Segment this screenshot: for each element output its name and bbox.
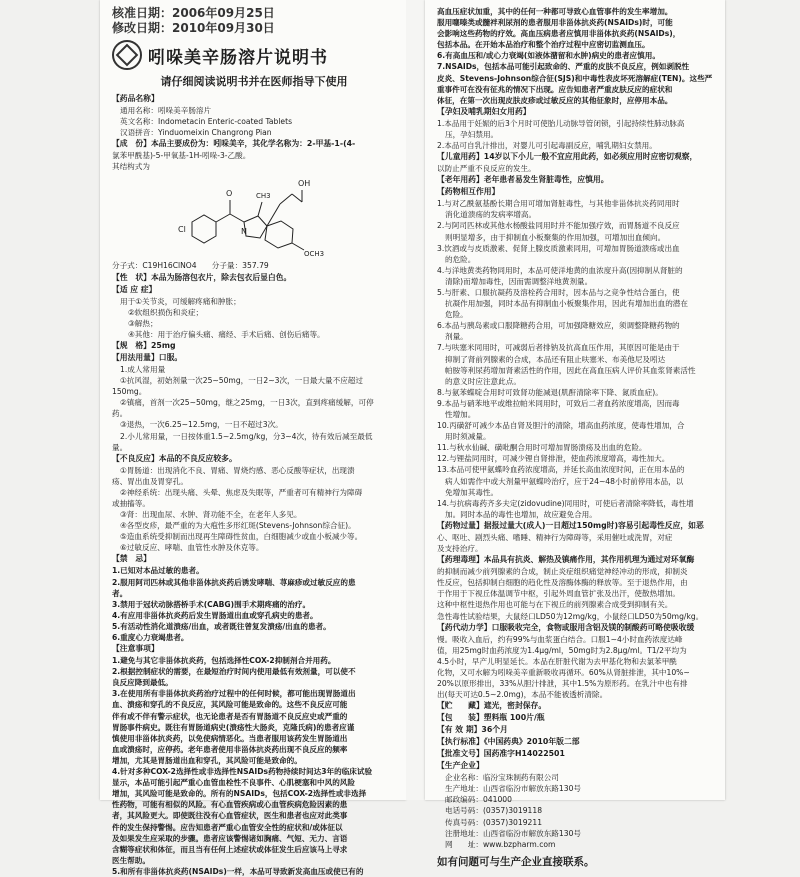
text-line: 生产地址：山西省临汾市解放东路130号 <box>445 784 581 794</box>
text-line: 伴有或不伴有警示症状，也无论患者是否有胃肠道不良反应史或严重的 <box>112 711 348 721</box>
text-line: 则明显增多，由于抑制血小板聚集的作用加强，可增加出血倾向。 <box>445 232 666 242</box>
text-line: 10.丙磺舒可减少本品自肾及胆汁的清除，增高血药浓度，使毒性增加，合 <box>437 421 685 431</box>
text-line: 的危险。 <box>445 254 476 264</box>
text-line: 4.与洋地黄类药物同用时，本品可使洋地黄的血浓度升高(因抑制从肾脏的 <box>437 265 683 275</box>
text-line: 企业名称：临汾宝珠制药有限公司 <box>445 773 559 783</box>
text-line: 4.5小时，早产儿明显延长。本品在肝脏代谢为去甲基化物和去氯苯甲酰 <box>437 656 677 666</box>
section-heading: 【药物相互作用】 <box>437 187 500 197</box>
section-heading: 【规 格】25mg <box>112 340 176 350</box>
document-title: 吲哚美辛肠溶片说明书 <box>148 47 328 68</box>
chlorine-label: Cl <box>178 225 186 235</box>
text-line: 1.与对乙酰氨基酚长期合用可增加肾脏毒性，与其他非甾体抗炎药同用时 <box>437 199 680 209</box>
right-text-block <box>437 6 715 850</box>
text-line: ③退热，一次6.25~12.5mg，一日不超过3次。 <box>120 420 283 430</box>
text-line: 13.本品可使甲氨蝶呤血药浓度增高，并延长高血浓度时间，正在用本品的 <box>437 465 685 475</box>
text-line: 疡、胃出血及胃穿孔。 <box>112 476 188 486</box>
text-line: 药。 <box>112 409 128 419</box>
text-line: 件的发生保持警惕。应告知患者严重心血管安全性的症状和/或体征以 <box>112 822 343 832</box>
text-line: 体征，在第一次出现皮肤皮疹或过敏反应的其他征象时，应停用本品。 <box>437 95 673 105</box>
text-line: 1.已知对本品过敏的患者。 <box>112 566 204 576</box>
methyl-label: CH3 <box>256 192 271 201</box>
text-line: 高血压症状加重，其中的任何一种都可导致心血管事件的发生率增加。 <box>437 7 673 16</box>
text-line: 剂量。 <box>445 332 468 342</box>
text-line: 值，用25mg时血药浓度为1.4μg/ml，50mg时为2.8μg/ml。T1/2平均为 <box>437 645 687 655</box>
text-line: 抑制了肾前列腺素的合成，本品还有阻止呋塞米、布美他尼及吲达 <box>445 354 666 364</box>
text-line: 化物，又可水解为吲哚美辛重新吸收再循环。60%从肾脏排泄，其中10%~ <box>437 667 690 677</box>
section-heading: 【孕妇及哺乳期妇女用药】 <box>437 106 531 116</box>
text-line: 11.与秋水仙碱、磺吡酮合用时可增加胃肠溃疡及出血的危险。 <box>437 443 647 453</box>
structural-formula <box>112 174 396 258</box>
text-line: 1.本品用于妊娠的后3个月时可使胎儿动脉导管闭锁，引起持续性肺动脉高 <box>437 118 685 128</box>
text-line: 4.针对多种COX-2选择性或非选择性NSAIDs药物持续时间达3年的临床试验 <box>112 767 373 777</box>
text-line: 12.与锂盐同用时，可减少锂自肾排泄，使血药浓度增高，毒性加大。 <box>437 454 670 464</box>
text-line: 出(每天可达0.5~2.0mg)，本品不能被透析清除。 <box>437 690 608 700</box>
section-heading: 【老年用药】老年患者易发生肾脏毒性，应慎用。 <box>437 175 609 185</box>
text-line: 7.NSAIDs，包括本品可能引起致命的、严重的皮肤不良反应，例如剥脱性 <box>437 62 690 72</box>
text-line: 的意义时应注意此点。 <box>445 376 521 386</box>
text-line: 慎使用非甾体抗炎药，以免使病情恶化。当患者服用该药发生胃肠道出 <box>112 733 348 743</box>
text-line: 服用噻嗪类或髓袢利尿剂的患者服用非甾体抗炎药(NSAIDs)时，可能 <box>437 18 673 28</box>
text-line: 2.服用阿司匹林或其他非甾体抗炎药后诱发哮喘、荨麻疹或过敏反应的患 <box>112 577 356 587</box>
text-line: 英文名称：Indometacin Enteric-coated Tablets <box>120 117 293 127</box>
text-line: 3.禁用于冠状动脉搭桥手术(CABG)围手术期疼痛的治疗。 <box>112 599 311 609</box>
text-line: 6.本品与胰岛素或口服降糖药合用，可加强降糖效应，须调整降糖药物的 <box>437 321 680 331</box>
text-line: 2.本品可自乳汁排出，对婴儿可引起毒副反应，哺乳期妇女禁用。 <box>437 141 657 151</box>
section-heading: 【适 应 症】 <box>112 284 157 294</box>
text-line: 1.避免与其它非甾体抗炎药，包括选择性COX-2抑制剂合并用药。 <box>112 656 336 666</box>
text-line: 帕胺等利尿药增加肾素活性的作用，因此在高血压病人评价其血浆肾素活性 <box>445 365 696 375</box>
section-heading: 【成 份】本品主要成份为：吲哚美辛，其化学名称为：2-甲基-1-(4- <box>112 139 356 149</box>
section-heading: 【执行标准】《中国药典》2010年版二部 <box>437 737 580 747</box>
text-line: 血或溃疡时，应停药。老年患者使用非甾体抗炎药出现不良反应的频率 <box>112 744 348 754</box>
methoxy-label: OCH3 <box>304 250 325 259</box>
text-line: 14.与抗病毒药齐多夫定(zidovudine)同用时，可使后者清除率降低，毒性增 <box>437 498 694 508</box>
revision-date: 修改日期：2010年09月30日 <box>112 21 275 35</box>
right-leaflet-page <box>425 0 725 868</box>
text-line: 增加，其风险可能是致命的。所有的NSAIDs，包括COX-2选择性或非选择 <box>112 789 367 799</box>
text-line: 用时须减量。 <box>445 432 491 442</box>
text-line: 显示，本品可能引起严重心血管血栓性不良事件、心肌梗塞和中风的风险 <box>112 778 355 788</box>
text-line: 及如果发生应采取的步骤。患者应该警惕诸如胸痛、气短、无力、言语 <box>112 833 348 843</box>
section-heading: 【批准文号】国药准字H14022501 <box>437 749 565 759</box>
text-line: 邮政编码：041000 <box>445 795 512 805</box>
text-line: ②软组织损伤和炎症； <box>128 307 204 317</box>
text-line: 含糊等症状和体征，而且当有任何上述症状或体征发生后应该马上寻求 <box>112 844 348 854</box>
text-line: 20%以原形排出，33%从胆汁排泄，其中1.5%为原形药。在乳汁中也有排 <box>437 678 688 688</box>
section-heading: 【有 效 期】36个月 <box>437 725 508 735</box>
text-line: 病人如需作中或大剂量甲氨蝶呤治疗，应于24~48小时前停用本品，以 <box>445 476 684 486</box>
text-line: 150mg。 <box>112 387 147 397</box>
text-line: 会影响这些药物的疗效。高血压病患者应慎用非甾体抗炎药(NSAIDs)， <box>437 29 681 39</box>
text-line: ②镇痛，首剂一次25~50mg，继之25mg，一日3次，直到疼痛缓解，可停 <box>120 398 374 408</box>
left-text-block-2 <box>112 260 396 877</box>
text-line: 良反应降到最低。 <box>112 678 173 688</box>
section-heading: 【药代动力学】口服吸收完全，食物或服用含铝及镁的制酸药可略使吸收缓 <box>437 622 695 632</box>
text-line: 传真号码：(0357)3019211 <box>445 817 543 827</box>
text-line: 性增加。 <box>445 410 476 419</box>
section-heading: 【药物过量】据报过量大(成人)一日超过150mg时)容易引起毒性反应，如恶 <box>437 520 704 530</box>
text-line: 2.小儿常用量，一日按体重1.5~2.5mg/kg，分3~4次，待有效后减至最低 <box>120 431 373 441</box>
section-heading: 【禁 忌】 <box>112 554 151 564</box>
text-line: 急性毒性试验结果，大鼠经口LD50为12mg/kg，小鼠经口LD50为50mg/kg。 <box>437 611 704 621</box>
text-line: 加。同时本品的毒性也增加，故应避免合用。 <box>445 509 597 519</box>
text-line: 抗凝作用加强，同时本品有抑制血小板聚集作用，因此有增加出血的潜在 <box>445 299 688 309</box>
section-heading: 【儿童用药】14岁以下小儿一般不宜应用此药，如必须应用时应密切观察， <box>437 152 698 162</box>
text-line: 电话号码：(0357)3019118 <box>445 806 543 816</box>
text-line: 清除)而增加毒性，因而需调整洋地黄剂量。 <box>445 276 593 286</box>
hydroxyl-label: OH <box>298 179 311 189</box>
text-line: 性反应，包括抑制白细胞的趋化性及溶酶体酶的释放等。至于退热作用，由 <box>437 578 688 588</box>
text-line: 2.根据控制症状的需要，在最短治疗时间内使用最低有效剂量，可以使不 <box>112 667 356 677</box>
section-heading: 【性 状】本品为肠溶包衣片，除去包衣后显白色。 <box>112 272 292 282</box>
text-line: 血、溃疡和穿孔的不良反应，其风险可能是致命的。这些不良反应可能 <box>112 700 348 710</box>
section-heading: 【生产企业】 <box>437 761 484 771</box>
text-line: 者。 <box>112 588 128 598</box>
text-line: 5.有活动性消化道溃疡/出血，或者既往曾复发溃疡/出血的患者。 <box>112 621 331 631</box>
section-heading: 【包 装】塑料瓶 100片/瓶 <box>437 713 545 723</box>
text-line: ①胃肠道：出现消化不良、胃痛、胃烧灼感、恶心反酸等症状，出现溃 <box>120 465 355 475</box>
text-line: 用于①关节炎，可缓解疼痛和肿胀； <box>120 296 241 306</box>
text-line: 包括本品。在开始本品治疗和整个治疗过程中应密切监测血压。 <box>437 40 650 50</box>
text-line: ③肾：出现血尿、水肿、肾功能不全，在老年人多见。 <box>120 510 302 520</box>
text-line: 危险。 <box>445 310 468 320</box>
carbonyl-oxygen-label: O <box>226 189 233 199</box>
text-line: 6.重度心力衰竭患者。 <box>112 633 189 642</box>
text-line: 重事件可在没有征兆的情况下出现。应告知患者严重皮肤反应的症状和 <box>437 84 673 94</box>
text-line: ④各型皮疹，最严重的为大疱性多形红斑(Stevens-Johnson综合征)。 <box>120 521 356 531</box>
text-line: 以防止严重不良反应的发生。 <box>437 164 536 174</box>
text-line: 网 址：www.bzpharm.com <box>445 839 556 849</box>
text-line: 者，其风险更大。即使既往没有心血管症状，医生和患者也应对此类事 <box>112 811 348 821</box>
left-leaflet-page <box>100 0 406 876</box>
text-line: 的抑制而减少前列腺素的合成，制止炎症组织痛觉神经冲动的形成，抑制炎 <box>437 567 688 577</box>
section-heading: 【用法用量】口服。 <box>112 352 183 362</box>
text-line: ②神经系统：出现头痛、头晕、焦虑及失眠等，严重者可有精神行为障碍 <box>120 487 363 497</box>
text-line: 7.与呋塞米同用时，可减弱后者排钠及抗高血压作用，其原因可能是由于 <box>437 343 680 353</box>
contact-footer: 如有问题可与生产企业直接联系。 <box>437 855 595 868</box>
left-text-block-1 <box>112 93 396 172</box>
text-line: 通用名称：吲哚美辛肠溶片 <box>120 106 212 115</box>
text-line: 1.成人常用量 <box>120 364 166 374</box>
text-line: 免增加其毒性。 <box>445 487 499 497</box>
text-line: 这种中枢性退热作用也可能与在下视丘的前列腺素合成受到抑制有关。 <box>437 600 673 610</box>
text-line: 性药物，可能有相似的风险。有心血管疾病或心血管疾病危险因素的患 <box>112 800 348 810</box>
text-line: 心、呕吐、剧烈头痛、嗜睡、精神行为障碍等，采用催吐或洗胃，对症 <box>437 532 673 542</box>
text-line: ③解热； <box>128 318 158 328</box>
approval-date: 核准日期：2006年09月25日 <box>112 6 275 20</box>
text-line: 5.与肝素、口服抗凝药及溶栓药合用时，因本品与之竞争性结合蛋白，使 <box>437 287 680 297</box>
text-line: 消化道溃疡的发病率增高。 <box>445 210 537 220</box>
text-line: ⑥过敏反应、哮喘、血管性水肿及休克等。 <box>120 543 264 553</box>
text-line: 医生帮助。 <box>112 855 150 865</box>
nitrogen-label: N <box>241 227 247 237</box>
text-line: 胃肠事件病史。既往有胃肠道病史(溃疡性大肠炎，克隆氏病)的患者应谨 <box>112 722 355 732</box>
text-line: 皮炎、Stevens-Johnson综合征(SJS)和中毒性表皮坏死溶解症(TEN)。这些严 <box>437 73 713 83</box>
section-heading: 【药理毒理】本品具有抗炎、解热及镇痛作用，其作用机理为通过对环氧酶 <box>437 555 695 565</box>
section-heading: 【不良反应】本品的不良反应较多。 <box>112 453 237 463</box>
text-line: 3.在使用所有非甾体抗炎药治疗过程中的任何时候，都可能出现胃肠道出 <box>112 689 356 699</box>
text-line: 分子式：C19H16ClNO4 分子量：357.79 <box>112 261 269 271</box>
section-heading: 【注意事项】 <box>112 644 159 654</box>
usage-instruction: 请仔细阅读说明书并在医师指导下使用 <box>160 75 348 88</box>
text-line: 3.饮酒或与皮质激素、促肾上腺皮质激素同用，可增加胃肠道溃疡或出血 <box>437 243 680 253</box>
text-line: 或抽搐等。 <box>112 498 150 508</box>
text-line: ④其他：用于治疗偏头痛、痛经、手术后痛、创伤后痛等。 <box>128 329 325 339</box>
text-line: 量。 <box>112 442 128 452</box>
text-line: 8.与氨苯蝶啶合用时可致肾功能减退(肌酐清除率下降、氮质血症)。 <box>437 387 663 397</box>
text-line: 6.有高血压和/或心力衰竭(如液体潴留和水肿)病史的患者应慎用。 <box>437 51 660 61</box>
text-line: 于作用于下视丘体温调节中枢，引起外周血管扩张及出汗，使散热增加。 <box>437 589 680 599</box>
section-heading: 【药品名称】 <box>112 94 159 103</box>
text-line: 4.有应用非甾体抗炎药后发生胃肠道出血或穿孔病史的患者。 <box>112 610 318 620</box>
text-line: 氯苯甲酰基)-5-甲氧基-1H-吲哚-3-乙酸。 <box>112 151 251 161</box>
text-line: 其结构式为 <box>112 162 150 172</box>
text-line: 汉语拼音：Yinduomeixin Changrong Pian <box>120 128 272 138</box>
text-line: 压，孕妇禁用。 <box>445 129 499 139</box>
text-line: 2.与阿司匹林或其他水杨酸盐同用时并不能加强疗效，而胃肠道不良反应 <box>437 221 680 231</box>
text-line: 慢。吸收入血后，约有99%与血浆蛋白结合。口服1~4小时血药浓度达峰 <box>437 634 683 644</box>
section-heading: 【贮 藏】遮光，密封保存。 <box>437 701 547 711</box>
text-line: ①抗风湿，初始剂量一次25~50mg，一日2~3次，一日最大量不应超过 <box>120 376 363 386</box>
text-line: 增加，尤其是胃肠道出血和穿孔，其风险可能是致命的。 <box>112 755 302 765</box>
structure-svg <box>152 174 352 258</box>
text-line: 5.和所有非甾体抗炎药(NSAIDs)一样，本品可导致新发高血压或使已有的 <box>112 866 364 876</box>
text-line: 注册地址：山西省临汾市解放东路130号 <box>445 828 581 838</box>
company-logo <box>112 40 142 70</box>
page-gap <box>406 0 425 800</box>
text-line: ⑤造血系统受抑制而出现再生障碍性贫血，白细胞减少或血小板减少等。 <box>120 532 363 542</box>
text-line: 及支持治疗。 <box>437 544 483 554</box>
text-line: 9.本品与硝苯地平或维拉帕米同用时，可致后二者血药浓度增高，因而毒 <box>437 398 680 408</box>
